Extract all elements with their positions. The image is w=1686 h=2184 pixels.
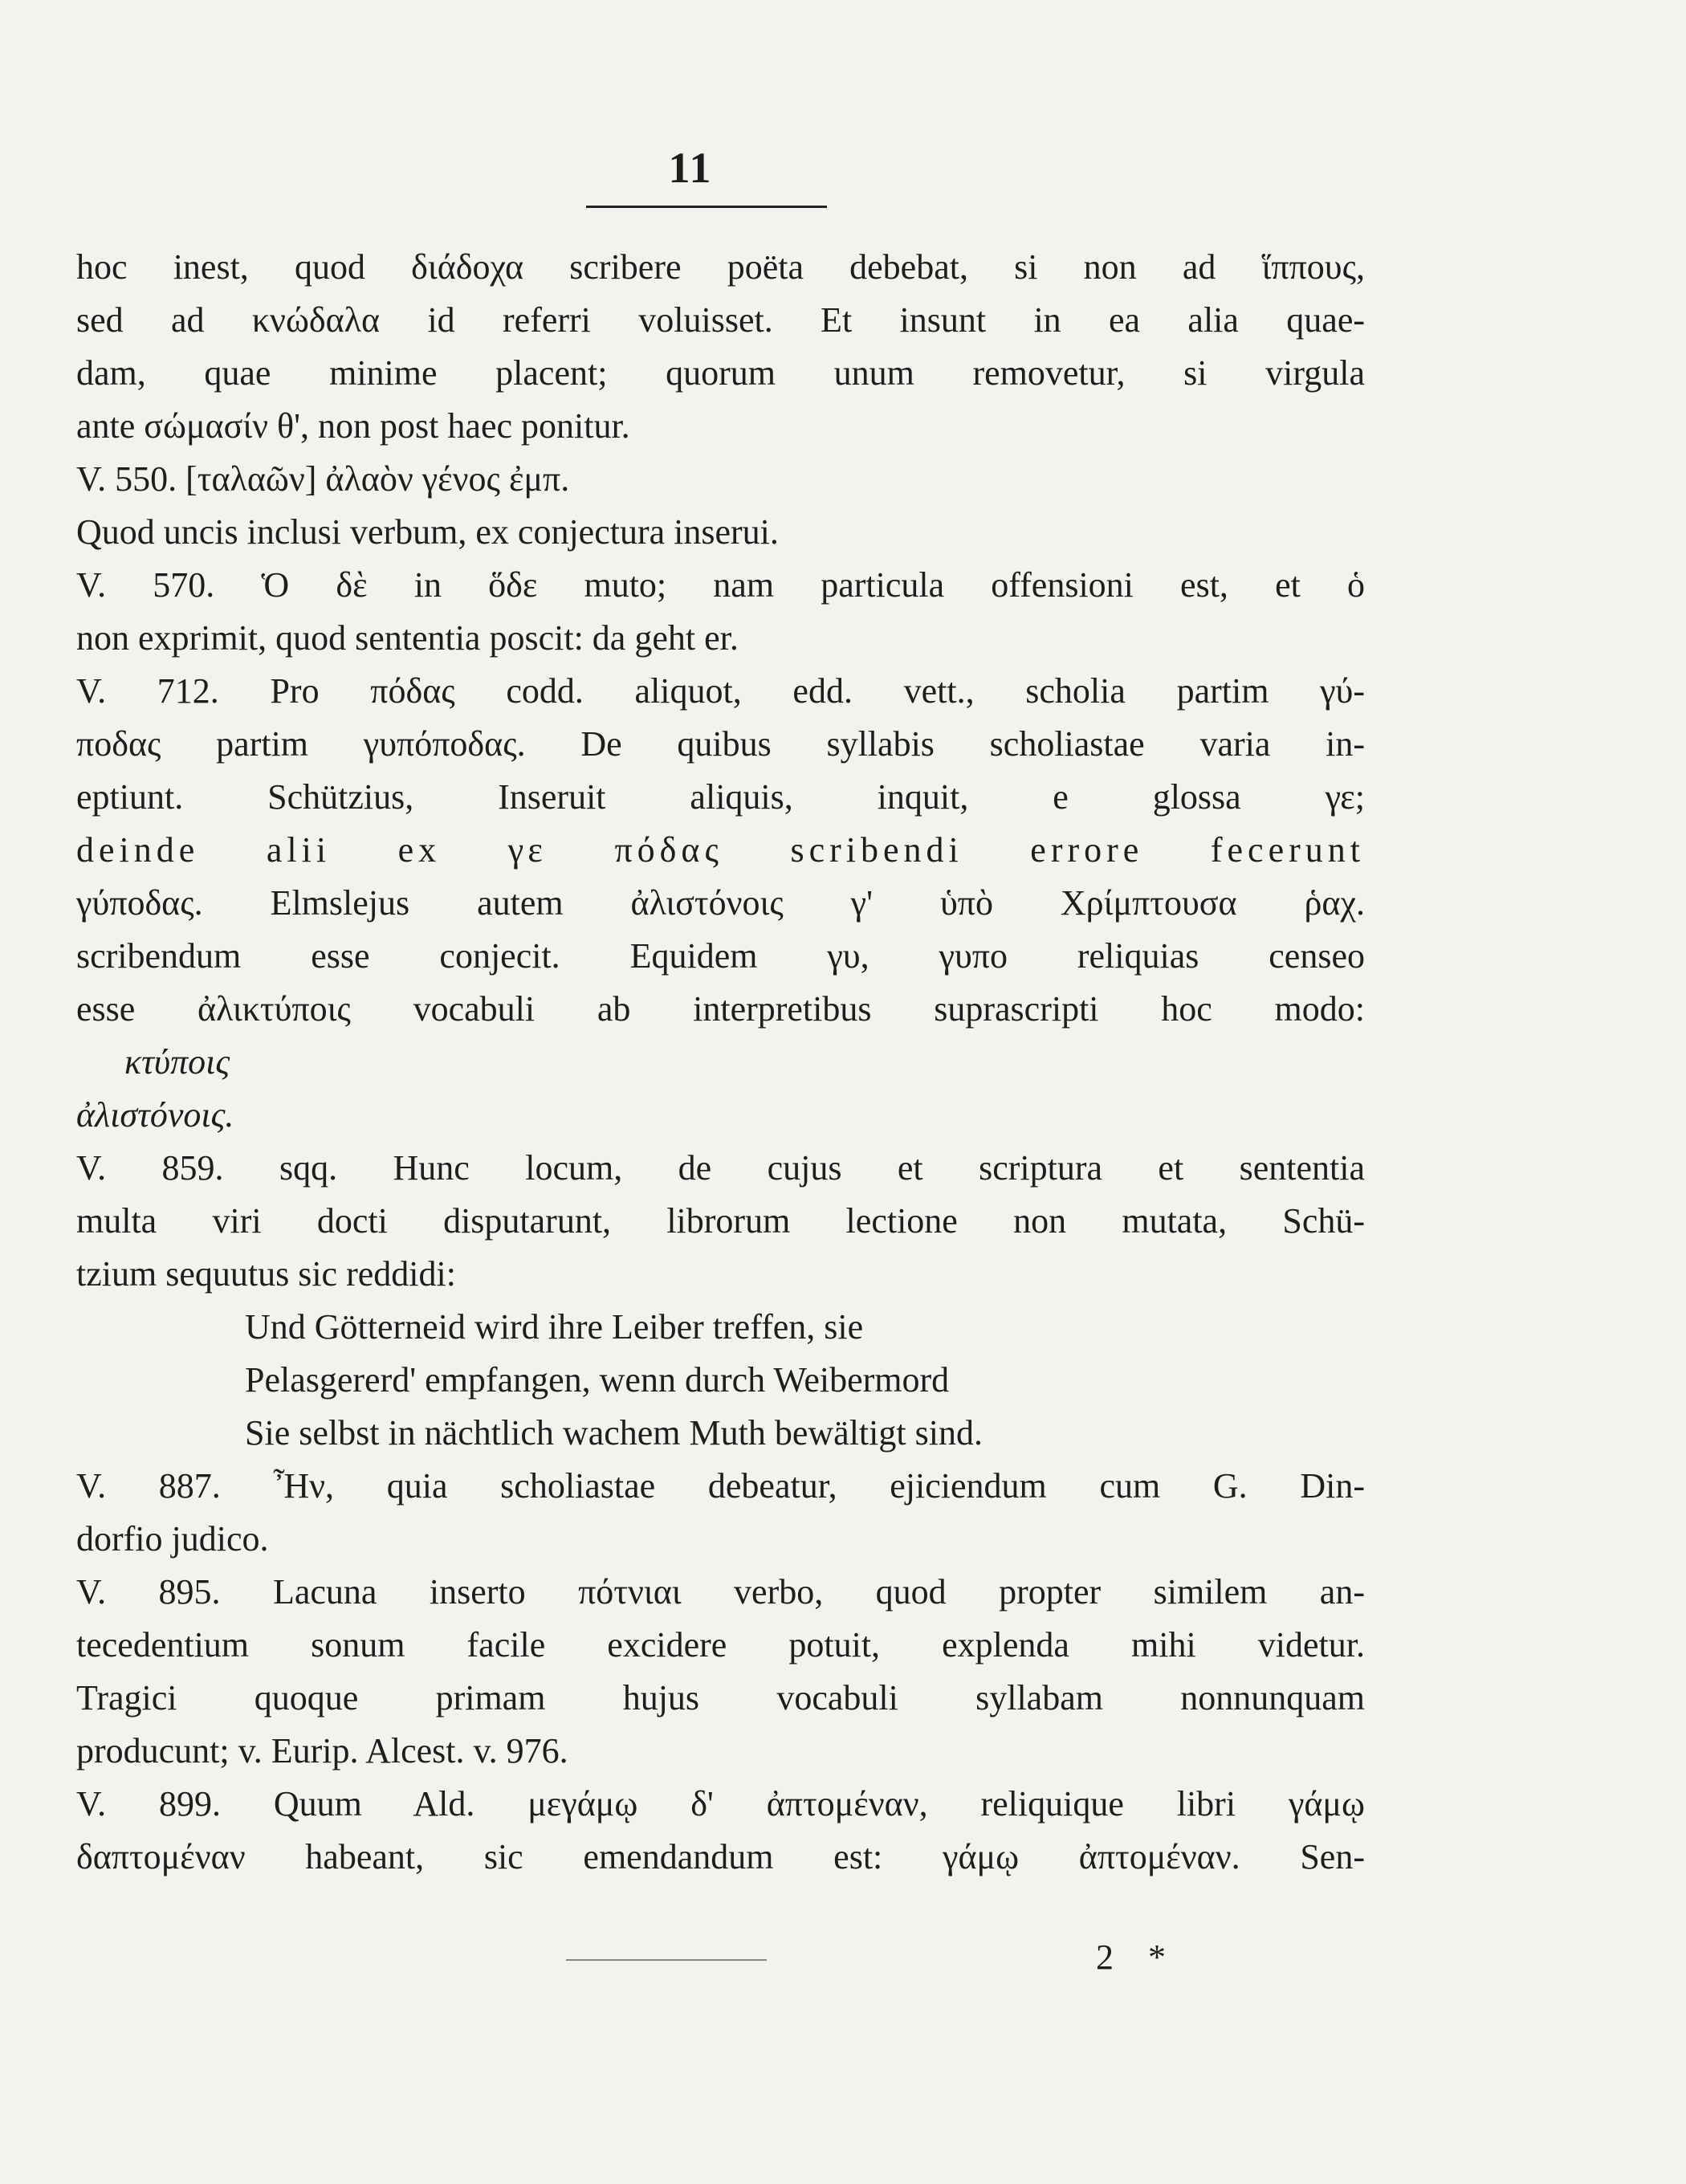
text-line: ante σώμασίν θ', non post haec ponitur. [76,406,630,446]
text-line: scribendum esse conjecit. Equidem γυ, γυπο reliquias censeo [76,936,1365,976]
footer-rule [566,1959,767,1961]
text-line: non exprimit, quod sententia poscit: da geht er. [76,618,739,658]
text-line: tzium sequutus sic reddidi: [76,1254,456,1294]
header-rule [586,206,827,208]
verse-note-heading: V. 712. Pro πόδας codd. aliquot, edd. vett., scholia partim γύ- [76,671,1365,711]
text-line: dam, quae minime placent; quorum unum removetur, si virgula [76,353,1365,393]
verse-note-heading: V. 899. Quum Ald. μεγάμῳ δ' ἀπτομέναν, reliquique libri γάμῳ [76,1784,1365,1823]
body-text [76,241,1365,1884]
text-line: sed ad κνώδαλα id referri voluisset. Et insunt in ea alia quae- [76,300,1365,340]
verse-note-heading: V. 895. Lacuna inserto πότνιαι verbo, quod propter similem an- [76,1572,1365,1612]
text-line: deinde alii ex γε πόδας scribendi errore fecerunt [76,830,1365,870]
text-line: Quod uncis inclusi verbum, ex conjectura inserui. [76,512,779,552]
gloss-word: ἀλιστόνοις. [76,1095,234,1135]
text-line: γύποδας. Elmslejus autem ἀλιστόνοις γ' ὑπὸ Χρίμπτουσα ῥαχ. [76,883,1365,923]
text-line: hoc inest, quod διάδοχα scribere poëta debebat, si non ad ἵππους, [76,247,1365,287]
text-line: eptiunt. Schützius, Inseruit aliquis, inquit, e glossa γε; [76,777,1365,817]
text-line: tecedentium sonum facile excidere potuit, explenda mihi videtur. [76,1625,1365,1664]
page-number: 11 [668,144,713,192]
gloss-superscript: κτύποις [124,1042,230,1082]
verse-note-heading: V. 887. Ἦν, quia scholiastae debeatur, ejiciendum cum G. Din- [76,1466,1365,1506]
poem-line: Sie selbst in nächtlich wachem Muth bewältigt sind. [245,1413,983,1453]
text-line: esse ἀλικτύποις vocabuli ab interpretibus suprascripti hoc modo: [76,989,1365,1029]
text-line: dorfio judico. [76,1519,269,1559]
verse-note-heading: V. 570. Ὁ δὲ in ὅδε muto; nam particula offensioni est, et ὁ [76,565,1365,605]
poem-line: Pelasgererd' empfangen, wenn durch Weibermord [245,1360,950,1400]
text-line: δαπτομέναν habeant, sic emendandum est: γάμῳ ἀπτομέναν. Sen- [76,1837,1365,1876]
text-line: producunt; v. Eurip. Alcest. v. 976. [76,1731,568,1770]
verse-note-heading: V. 859. sqq. Hunc locum, de cujus et scriptura et sententia [76,1148,1365,1188]
signature-mark: 2 * [1096,1937,1179,1977]
poem-line: Und Götterneid wird ihre Leiber treffen, sie [245,1307,864,1347]
verse-note-heading: V. 550. [ταλαῶν] ἀλαὸν γένος ἐμπ. [76,459,570,499]
text-line: ποδας partim γυπόποδας. De quibus syllabis scholiastae varia in- [76,724,1365,764]
text-line: multa viri docti disputarunt, librorum lectione non mutata, Schü- [76,1201,1365,1241]
text-line: Tragici quoque primam hujus vocabuli syllabam nonnunquam [76,1678,1365,1717]
